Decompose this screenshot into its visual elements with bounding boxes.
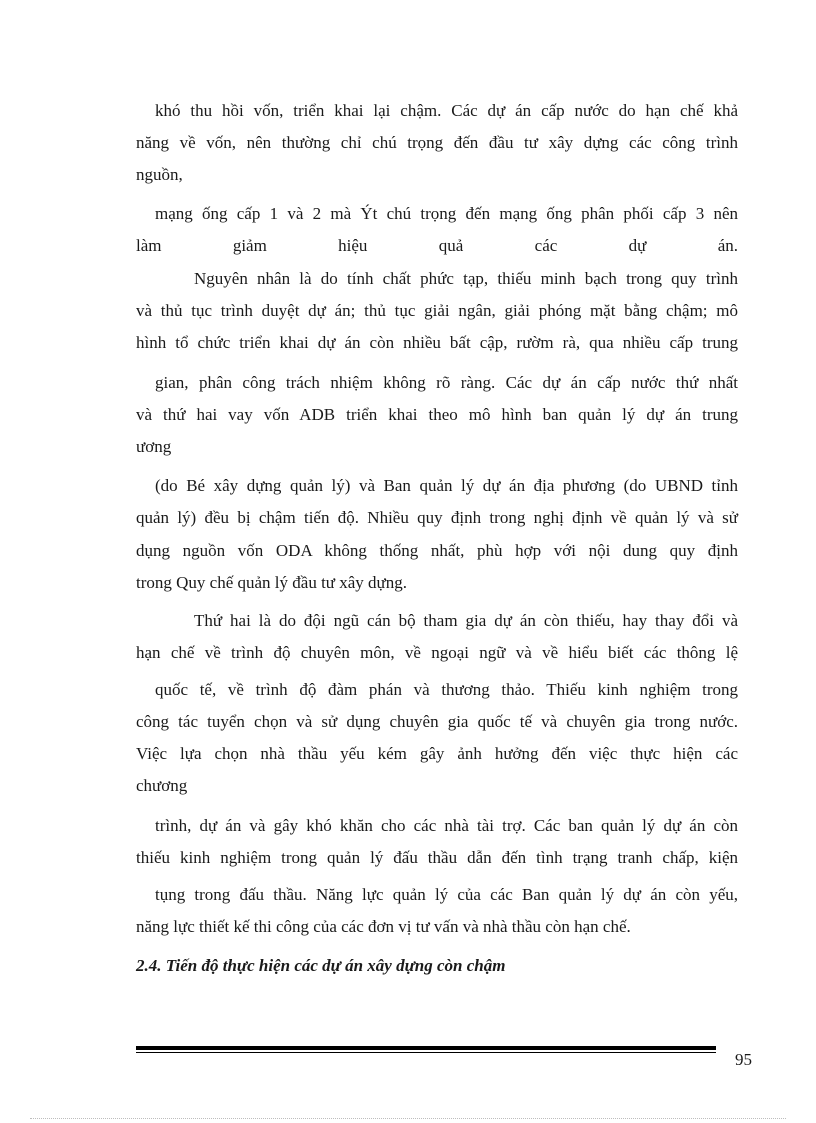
text-line: quản lý) đều bị chậm tiến độ. Nhiều quy định trong nghị định về quản lý và sử: [136, 508, 738, 527]
text-line: Thứ hai là do đội ngũ cán bộ tham gia dự án còn thiếu, hay thay đổi và: [194, 611, 738, 630]
text-line: năng lực thiết kế thi công của các đơn vị tư vấn và nhà thầu còn hạn chế.: [136, 917, 631, 936]
text-line: thiếu kinh nghiệm trong quản lý đấu thầu dẫn đến tình trạng tranh chấp, kiện: [136, 848, 738, 867]
text-line: khó thu hồi vốn, triển khai lại chậm. Các dự án cấp nước do hạn chế khả: [155, 101, 738, 120]
text-line: mạng ống cấp 1 và 2 mà Ýt chú trọng đến mạng ống phân phối cấp 3 nên: [155, 204, 738, 223]
text-line: và thứ hai vay vốn ADB triển khai theo mô hình ban quản lý dự án trung: [136, 405, 738, 424]
page-number: 95: [735, 1050, 752, 1069]
text-line: năng về vốn, nên thường chỉ chú trọng đến đầu tư xây dựng các công trình: [136, 133, 738, 152]
text-line: dụng nguồn vốn ODA không thống nhất, phù hợp với nội dung quy định: [136, 541, 738, 560]
text-line: và thủ tục trình duyệt dự án; thủ tục giải ngân, giải phóng mặt bằng chậm; mô: [136, 301, 738, 320]
text-line: hình tổ chức triển khai dự án còn nhiều bất cập, rườm rà, qua nhiều cấp trung: [136, 333, 738, 352]
text-line: (do Bé xây dựng quản lý) và Ban quản lý dự án địa phương (do UBND tỉnh: [155, 476, 738, 495]
page-edge-dotted-line: [30, 1118, 786, 1119]
footer-rule-thin: [136, 1052, 716, 1053]
text-line: hạn chế về trình độ chuyên môn, về ngoại ngữ và về hiểu biết các thông lệ: [136, 643, 738, 662]
text-line: tụng trong đấu thầu. Năng lực quản lý của các Ban quản lý dự án còn yếu,: [155, 885, 738, 904]
footer-rule-thick: [136, 1046, 716, 1050]
text-line: gian, phân công trách nhiệm không rõ ràng. Các dự án cấp nước thứ nhất: [155, 373, 738, 392]
text-line: quốc tế, về trình độ đàm phán và thương thảo. Thiếu kinh nghiệm trong: [155, 680, 738, 699]
text-line: công tác tuyển chọn và sử dụng chuyên gia quốc tế và chuyên gia trong nước.: [136, 712, 738, 731]
text-line: Việc lựa chọn nhà thầu yếu kém gây ảnh hưởng đến việc thực hiện các: [136, 744, 738, 763]
text-line: nguồn,: [136, 165, 183, 184]
text-line: ương: [136, 437, 172, 456]
text-line: Nguyên nhân là do tính chất phức tạp, thiếu minh bạch trong quy trình: [194, 269, 738, 288]
text-line: trình, dự án và gây khó khăn cho các nhà tài trợ. Các ban quản lý dự án còn: [155, 816, 738, 835]
section-heading: 2.4. Tiến độ thực hiện các dự án xây dựng còn chậm: [136, 956, 506, 975]
text-line: làm giảm hiệu quả các dự án.: [136, 236, 738, 255]
text-line: trong Quy chế quản lý đầu tư xây dựng.: [136, 573, 408, 592]
text-line: chương: [136, 776, 188, 795]
